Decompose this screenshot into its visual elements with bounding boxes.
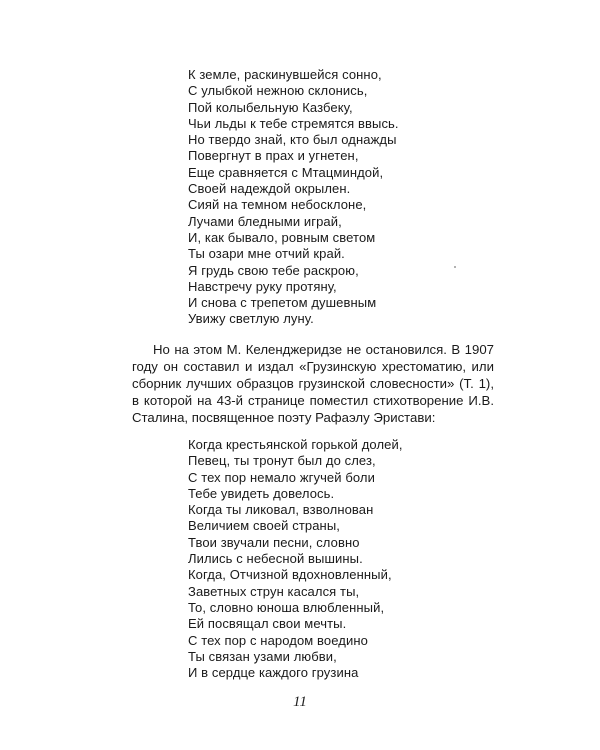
poem-line: И в сердце каждого грузина [188,665,359,681]
scan-speck [454,266,456,268]
page-number: 11 [293,694,307,710]
poem-line: Тебе увидеть довелось. [188,485,335,501]
poem-line: Сияй на темном небосклоне, [188,197,367,213]
poem-line: Увижу светлую луну. [188,311,314,327]
poem-line: К земле, раскинувшейся сонно, [188,67,382,82]
poem-line: Когда, Отчизной вдохновленный, [188,567,392,583]
poem-line: С улыбкой нежною склонись, [188,83,368,99]
poem-line: Певец, ты тронут был до слез, [188,453,376,469]
poem-line: Я грудь свою тебе раскрою, [188,262,359,278]
poem-line: Повергнут в прах и угнетен, [188,148,359,164]
poem-line: И снова с трепетом душевным [188,295,377,311]
poem-line: Твои звучали песни, словно [188,534,360,550]
poem-line: Величием своей страны, [188,518,340,534]
poem-line: Лились с небесной вышины. [188,551,363,567]
poem-line: Ты озари мне отчий край. [188,246,345,262]
poem-line: Когда крестьянской горькой долей, [188,437,403,452]
poem-line: Пой колыбельную Казбеку, [188,99,353,115]
poem-line: Ей посвящал свои мечты. [188,616,347,632]
poem-line: Но твердо знай, кто был однажды [188,132,397,148]
poem-line: Своей надеждой окрылен. [188,181,351,197]
poem-line: Чьи льды к тебе стремятся ввысь. [188,115,399,131]
poem-line: Еще сравняется с Мтацминдой, [188,164,384,180]
body-paragraph: Но на этом М. Келенджеридзе не остановился. В 1907 году он составил и издал «Грузинскую хрестоматию, или сборник лучших образцов грузинской словесности» (Т. 1), в которой на 43-й странице поместил стихотворение И.В. Сталина, посвященное поэту Рафаэлу Эристави: [132,342,494,425]
poem-line: С тех пор с народом воедино [188,632,368,648]
poem-stanza-1 [188,67,399,328]
poem-stanza-2 [188,437,403,681]
poem-line: И, как бывало, ровным светом [188,229,376,245]
poem-line: Ты связан узами любви, [188,648,337,664]
poem-line: То, словно юноша влюбленный, [188,599,385,615]
poem-line: Навстречу руку протяну, [188,278,337,294]
poem-line: С тех пор немало жгучей боли [188,469,375,485]
poem-line: Когда ты ликовал, взволнован [188,502,374,518]
poem-line: Лучами бледными играй, [188,213,342,229]
poem-line: Заветных струн касался ты, [188,583,360,599]
